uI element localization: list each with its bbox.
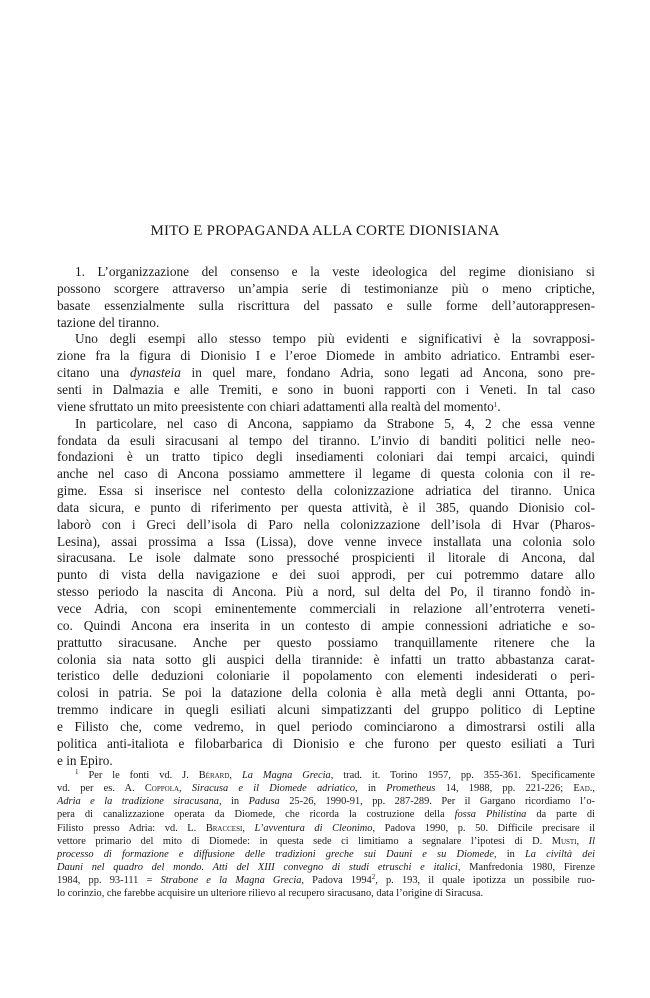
footnote-line: $^1$ Per le fonti vd. J. Bérard, La Magna Grecia, trad. it. Torino 1957, pp. 355-361. Specificamente xyxy=(75,768,595,781)
body-line: e Filisto che, come vedremo, in quel periodo cominciarono a dimostrarsi ostili alla xyxy=(57,718,595,734)
body-line: e in Epiro. xyxy=(57,752,113,768)
body-line: teristico delle deduzioni coloniarie il popolamento con elementi indesiderati o peri- xyxy=(57,668,595,684)
body-line: viene sfruttato un mito preesistente con chiari adattamenti alla realtà del momento$^1$. xyxy=(57,398,501,414)
body-line: siracusana. Le isole dalmate sono pressoché prospicienti il litorale di Ancona, dal xyxy=(57,550,595,566)
body-line: fondata da esuli siracusani al tempo del tiranno. L’invio di banditi politici nelle neo- xyxy=(57,432,595,448)
body-line: co. Quindi Ancona era inserita in un contesto di ampie connessioni adriatiche e so- xyxy=(57,617,595,633)
body-line: senti in Dalmazia e alle Tremiti, e sono in buoni rapporti con i Veneti. In tal caso xyxy=(57,381,595,397)
body-line: basate essenzialmente sulla riscrittura del passato e sulle forme dell’autorappresen- xyxy=(57,297,595,313)
body-line: data sicura, e punto di riferimento per questa attività, è il 385, quando Dionisio col- xyxy=(57,499,595,515)
footnote-line: vd. per es. A. Coppola, Siracusa e il Diomede adriatico, in Prometheus 14, 1988, pp. 221-226; Ead., xyxy=(57,783,595,795)
body-line: prattutto siracusane. Anche per questo possiamo tranquillamente ritenere che la xyxy=(57,634,595,650)
body-line: zione fra la figura di Dionisio I e l’eroe Diomede in ambito adriatico. Entrambi eser- xyxy=(57,348,595,364)
footnote-line: Dauni nel quadro del mondo. Atti del XIII convegno di studi etruschi e italici, Manfredonia 1980, Firenze xyxy=(57,862,595,874)
body-line: politica anti-italiota e filobarbarica di Dionisio e che furono per questo esiliati a Turi xyxy=(57,735,595,751)
footnote-line: vettore primario del mito di Diomede: in questa sede ci limitiamo a segnalare l’ipotesi di D. Musti, Il xyxy=(57,835,595,847)
body-line: tazione del tiranno. xyxy=(57,314,160,330)
body-line: vece Adria, con scopi eminentemente commerciali in relazione all’entroterra veneti- xyxy=(57,601,595,616)
body-line: In particolare, nel caso di Ancona, sappiamo da Strabone 5, 4, 2 che essa venne xyxy=(75,415,595,431)
chapter-title: MITO E PROPAGANDA ALLA CORTE DIONISIANA xyxy=(150,223,500,239)
body-line: Uno degli esempi allo stesso tempo più evidenti e significativi è la sovrapposi- xyxy=(75,331,595,347)
body-line: gime. Essa si inserisce nel contesto della colonizzazione adriatica del tiranno. Unica xyxy=(57,483,595,499)
body-line: tremmo indicare in quegli esiliati alcuni simpatizzanti del gruppo politico di Leptine xyxy=(57,702,595,718)
body-line: colonia sia nata sotto gli auspici della tirannide: è infatti un tratto abbastanza carat- xyxy=(57,651,595,667)
body-line: colosi in patria. Se poi la datazione della colonia è alla metà degli anni Ottanta, po- xyxy=(57,685,595,701)
footnote-line: lo corinzio, che farebbe acquisire un ulteriore rilievo al recupero siracusano, data l’origine di Siracusa. xyxy=(57,888,484,900)
footnote-line: Adria e la tradizione siracusana, in Padusa 25-26, 1990-91, pp. 287-289. Per il Gargano ricordiamo l’o- xyxy=(57,796,596,808)
footnote-line: 1984, pp. 93-111 = Strabone e la Magna Grecia, Padova 1994$^2$, p. 193, il quale ipotizza un possibile ruo- xyxy=(57,873,595,887)
footnote-line: pera di canalizzazione operata da Diomede, che ricorda la costruzione della fossa Philistina da parte di xyxy=(57,809,596,821)
footnote-line: processo di formazione e diffusione delle tradizioni greche sui Dauni e su Diomede, in La civiltà dei xyxy=(57,848,595,860)
body-line: Lesina), assai prossima a Issa (Lissa), dove venne invece installata una colonia solo xyxy=(57,533,595,549)
body-line: laborò con i Greci dell’isola di Paro nella colonizzazione dell’isola di Hvar (Pharos- xyxy=(57,516,595,532)
footnote-line: Filisto presso Adria: vd. L. Braccesi, L’avventura di Cleonimo, Padova 1990, p. 50. Difficile precisare il xyxy=(57,822,595,834)
body-line: possono scorgere attraverso un’ampia serie di testimonianze più o meno criptiche, xyxy=(57,280,595,296)
body-line: stesso periodo la nascita di Ancona. Più a nord, sul delta del Po, il tiranno fondò in- xyxy=(57,584,595,600)
body-line: anche nel caso di Ancona possiamo ammettere il legame di questa colonia con il re- xyxy=(57,466,595,482)
body-line: punto di vista della navigazione e dei suoi approdi, per cui potremmo datare allo xyxy=(57,567,595,583)
body-line: 1. L’organizzazione del consenso e la veste ideologica del regime dionisiano si xyxy=(75,264,595,279)
body-line: fondazioni è un tratto tipico degli insediamenti coloniari dai tempi arcaici, quindi xyxy=(57,449,595,465)
body-line: citano una dynasteia in quel mare, fondano Adria, sono legati ad Ancona, sono pre- xyxy=(57,365,595,381)
